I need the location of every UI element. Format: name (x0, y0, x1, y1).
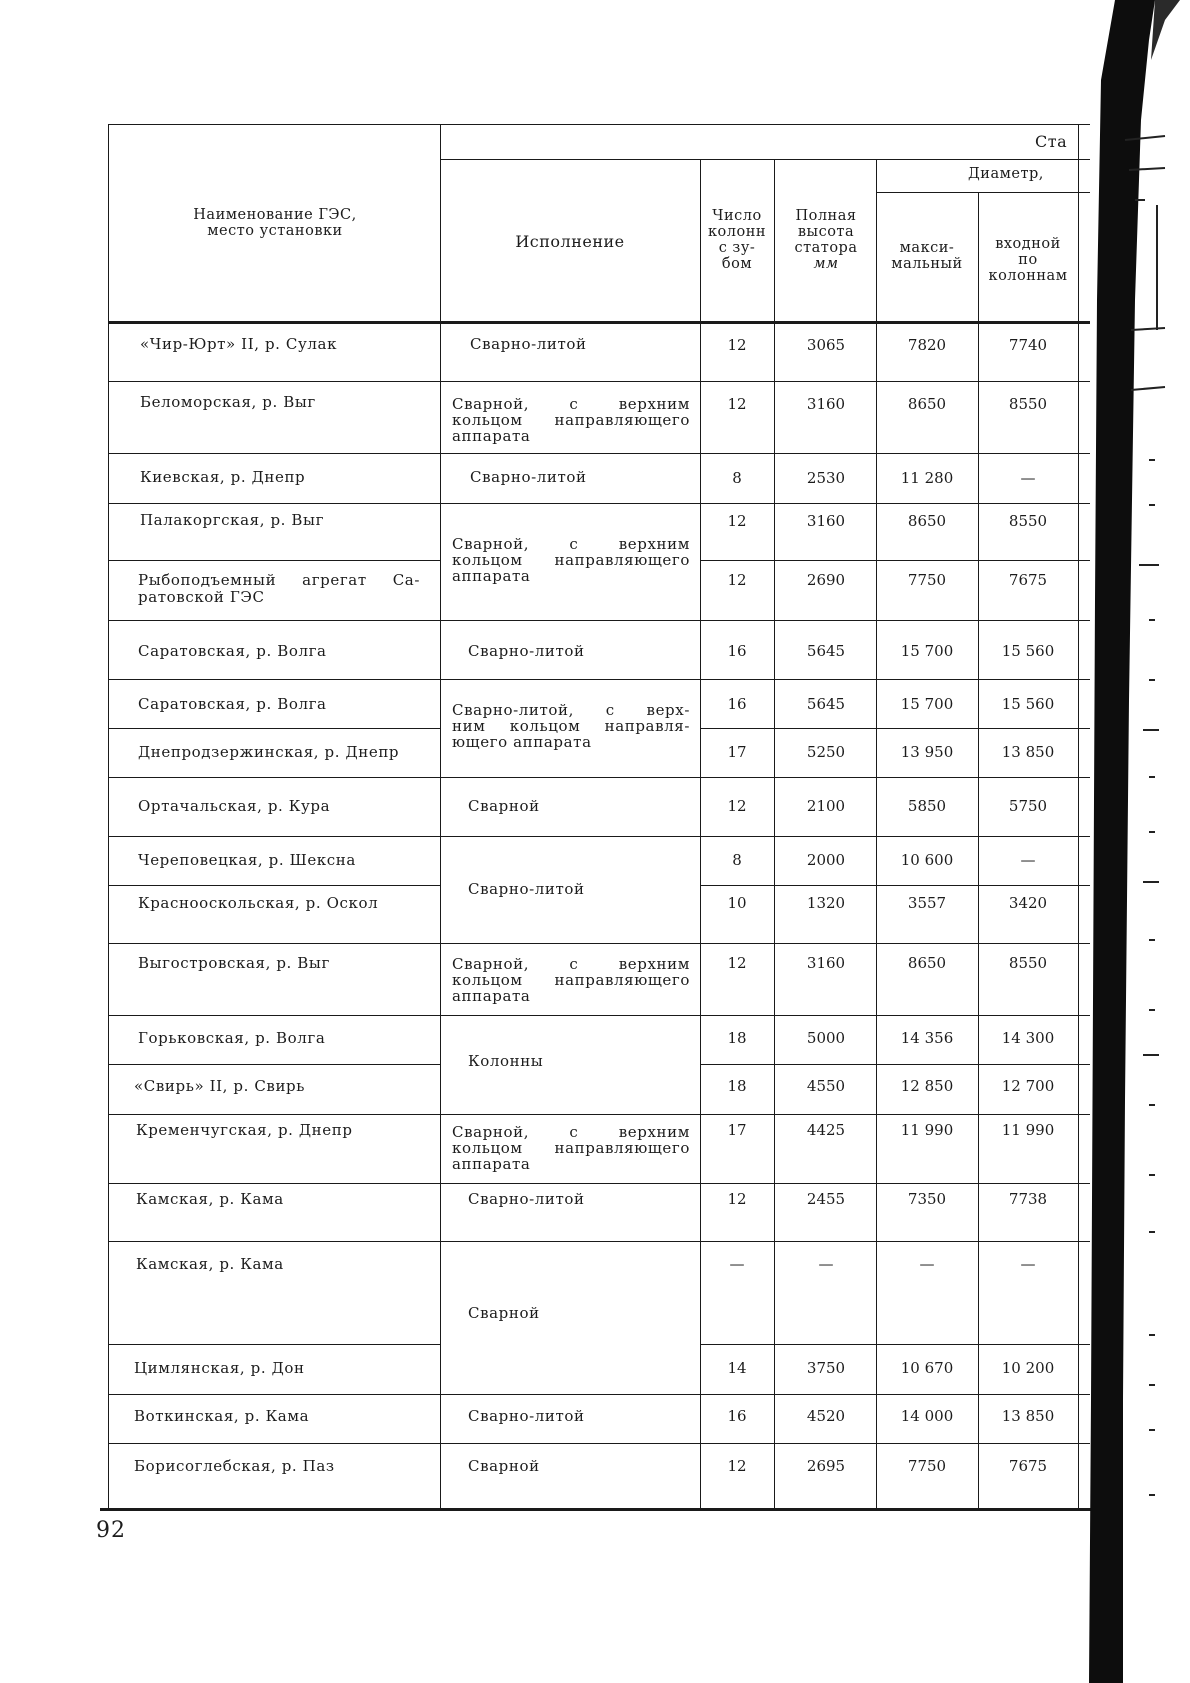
execution-cell: Сварной (468, 1457, 540, 1475)
station-name: Воткинская, р. Кама (134, 1407, 310, 1425)
diameter-max: 8650 (907, 395, 947, 413)
columns-count: 12 (727, 336, 747, 354)
stator-height: — (818, 1255, 834, 1273)
execution-cell: Сварно-литой (470, 335, 587, 353)
diameter-inlet: 13 850 (1001, 1407, 1055, 1425)
station-name: «Свирь» II, р. Свирь (134, 1077, 306, 1095)
station-name: Горьковская, р. Волга (138, 1029, 326, 1047)
diameter-inlet: 10 200 (1001, 1359, 1055, 1377)
station-name: Камская, р. Кама (136, 1255, 284, 1273)
diameter-inlet: — (1020, 469, 1036, 487)
stator-height: 3160 (806, 954, 846, 972)
execution-cell: Сварно-литой (468, 642, 585, 660)
stator-height: 2000 (806, 851, 846, 869)
columns-count: 12 (727, 512, 747, 530)
diameter-inlet: 14 300 (1001, 1029, 1055, 1047)
columns-count: 12 (727, 1457, 747, 1475)
binding-edge-artifact (1085, 0, 1190, 1683)
execution-cell: Сварной (468, 1304, 540, 1322)
columns-count: 12 (727, 1190, 747, 1208)
columns-count: 12 (727, 797, 747, 815)
station-name: «Чир-Юрт» II, р. Сулак (140, 335, 338, 353)
columns-count: 12 (727, 571, 747, 589)
diameter-max: 11 280 (900, 469, 954, 487)
execution-cell: Сварной, с верхним кольцом направляющего аппарата (452, 395, 690, 445)
header-diameter: Диаметр, (968, 166, 1044, 182)
stator-height: 5645 (806, 642, 846, 660)
station-name: Кременчугская, р. Днепр (136, 1121, 353, 1139)
diameter-max: 8650 (907, 954, 947, 972)
stator-height: 2455 (806, 1190, 846, 1208)
station-name: Ортачальская, р. Кура (138, 797, 331, 815)
execution-cell: Сварно-литой (468, 1190, 585, 1208)
stator-height: 3160 (806, 512, 846, 530)
diameter-inlet: 8550 (1008, 954, 1048, 972)
diameter-inlet: — (1020, 851, 1036, 869)
station-name: Палакоргская, р. Выг (140, 511, 325, 529)
stator-height: 3160 (806, 395, 846, 413)
columns-count: 17 (727, 743, 747, 761)
stator-height: 5250 (806, 743, 846, 761)
page-number: 92 (96, 1518, 126, 1543)
diameter-max: 14 000 (900, 1407, 954, 1425)
diameter-inlet: 7675 (1008, 571, 1048, 589)
stator-height: 1320 (806, 894, 846, 912)
stator-height: 2695 (806, 1457, 846, 1475)
columns-count: 18 (727, 1077, 747, 1095)
stator-height: 5645 (806, 695, 846, 713)
station-name: Краснооскольская, р. Оскол (138, 894, 379, 912)
diameter-max: 15 700 (900, 642, 954, 660)
diameter-max: 14 356 (900, 1029, 954, 1047)
execution-cell: Сварной, с верхним кольцом направляющего аппарата (452, 535, 690, 585)
diameter-inlet: 12 700 (1001, 1077, 1055, 1095)
diameter-inlet: 8550 (1008, 395, 1048, 413)
diameter-inlet: 8550 (1008, 512, 1048, 530)
diameter-max: 10 600 (900, 851, 954, 869)
execution-cell: Колонны (468, 1052, 544, 1070)
stator-height: 4520 (806, 1407, 846, 1425)
columns-count: 12 (727, 954, 747, 972)
stator-height: 3065 (806, 336, 846, 354)
station-name: Череповецкая, р. Шексна (138, 851, 356, 869)
stator-height: 5000 (806, 1029, 846, 1047)
station-name: Днепродзержинская, р. Днепр (138, 743, 400, 761)
columns-count: 8 (732, 851, 742, 869)
station-name: Саратовская, р. Волга (138, 642, 327, 660)
diameter-max: 11 990 (900, 1121, 954, 1139)
execution-cell: Сварно-литой (470, 468, 587, 486)
columns-count: 18 (727, 1029, 747, 1047)
columns-count: 17 (727, 1121, 747, 1139)
header-name: Наименование ГЭС, место установки (193, 207, 357, 239)
diameter-max: 7750 (907, 1457, 947, 1475)
diameter-inlet: 15 560 (1001, 642, 1055, 660)
header-diameter-inlet: входной по колоннам (988, 236, 1068, 284)
diameter-max: 8650 (907, 512, 947, 530)
diameter-max: 3557 (907, 894, 947, 912)
diameter-inlet: 7675 (1008, 1457, 1048, 1475)
diameter-inlet: 7740 (1008, 336, 1048, 354)
execution-cell: Сварной (468, 797, 540, 815)
stator-height: 2100 (806, 797, 846, 815)
columns-count: — (729, 1255, 745, 1273)
stator-height: 2530 (806, 469, 846, 487)
diameter-max: 5850 (907, 797, 947, 815)
station-name: Борисоглебская, р. Паз (134, 1457, 335, 1475)
diameter-max: 7350 (907, 1190, 947, 1208)
diameter-inlet: 13 850 (1001, 743, 1055, 761)
station-name: Выгостровская, р. Выг (138, 954, 330, 972)
diameter-inlet: 11 990 (1001, 1121, 1055, 1139)
execution-cell: Сварной, с верхним кольцом направляющего аппарата (452, 1123, 690, 1173)
diameter-inlet: 15 560 (1001, 695, 1055, 713)
diameter-max: 15 700 (900, 695, 954, 713)
diameter-inlet: 3420 (1008, 894, 1048, 912)
columns-count: 16 (727, 695, 747, 713)
diameter-max: 7750 (907, 571, 947, 589)
execution-cell: Сварно-литой (468, 1407, 585, 1425)
stator-height: 4425 (806, 1121, 846, 1139)
diameter-inlet: — (1020, 1255, 1036, 1273)
stator-height: 4550 (806, 1077, 846, 1095)
diameter-max: 7820 (907, 336, 947, 354)
columns-count: 8 (732, 469, 742, 487)
station-name: Саратовская, р. Волга (138, 695, 327, 713)
header-diameter-max: макси- мальный (891, 240, 963, 272)
diameter-max: 13 950 (900, 743, 954, 761)
diameter-max: — (919, 1255, 935, 1273)
columns-count: 16 (727, 642, 747, 660)
diameter-max: 12 850 (900, 1077, 954, 1095)
diameter-max: 10 670 (900, 1359, 954, 1377)
station-name: Цимлянская, р. Дон (134, 1359, 305, 1377)
station-name: Камская, р. Кама (136, 1190, 284, 1208)
execution-cell: Сварной, с верхним кольцом направляющего аппарата (452, 955, 690, 1005)
header-execution: Исполнение (515, 232, 625, 251)
columns-count: 14 (727, 1359, 747, 1377)
station-name: Беломорская, р. Выг (140, 393, 316, 411)
columns-count: 16 (727, 1407, 747, 1425)
execution-cell: Сварно-литой, с верх- ним кольцом направля- ющего аппарата (452, 701, 690, 751)
stator-height: 3750 (806, 1359, 846, 1377)
stator-height: 2690 (806, 571, 846, 589)
diameter-inlet: 5750 (1008, 797, 1048, 815)
station-name: Рыбоподъемный агрегат Са- ратовской ГЭС (138, 571, 420, 606)
execution-cell: Сварно-литой (468, 880, 585, 898)
header-group-title: Ста (1035, 132, 1068, 151)
columns-count: 12 (727, 395, 747, 413)
columns-count: 10 (727, 894, 747, 912)
station-name: Киевская, р. Днепр (140, 468, 306, 486)
header-height: Полная высота статора мм (794, 208, 858, 272)
header-columns: Число колонн с зу- бом (707, 208, 767, 272)
diameter-inlet: 7738 (1008, 1190, 1048, 1208)
